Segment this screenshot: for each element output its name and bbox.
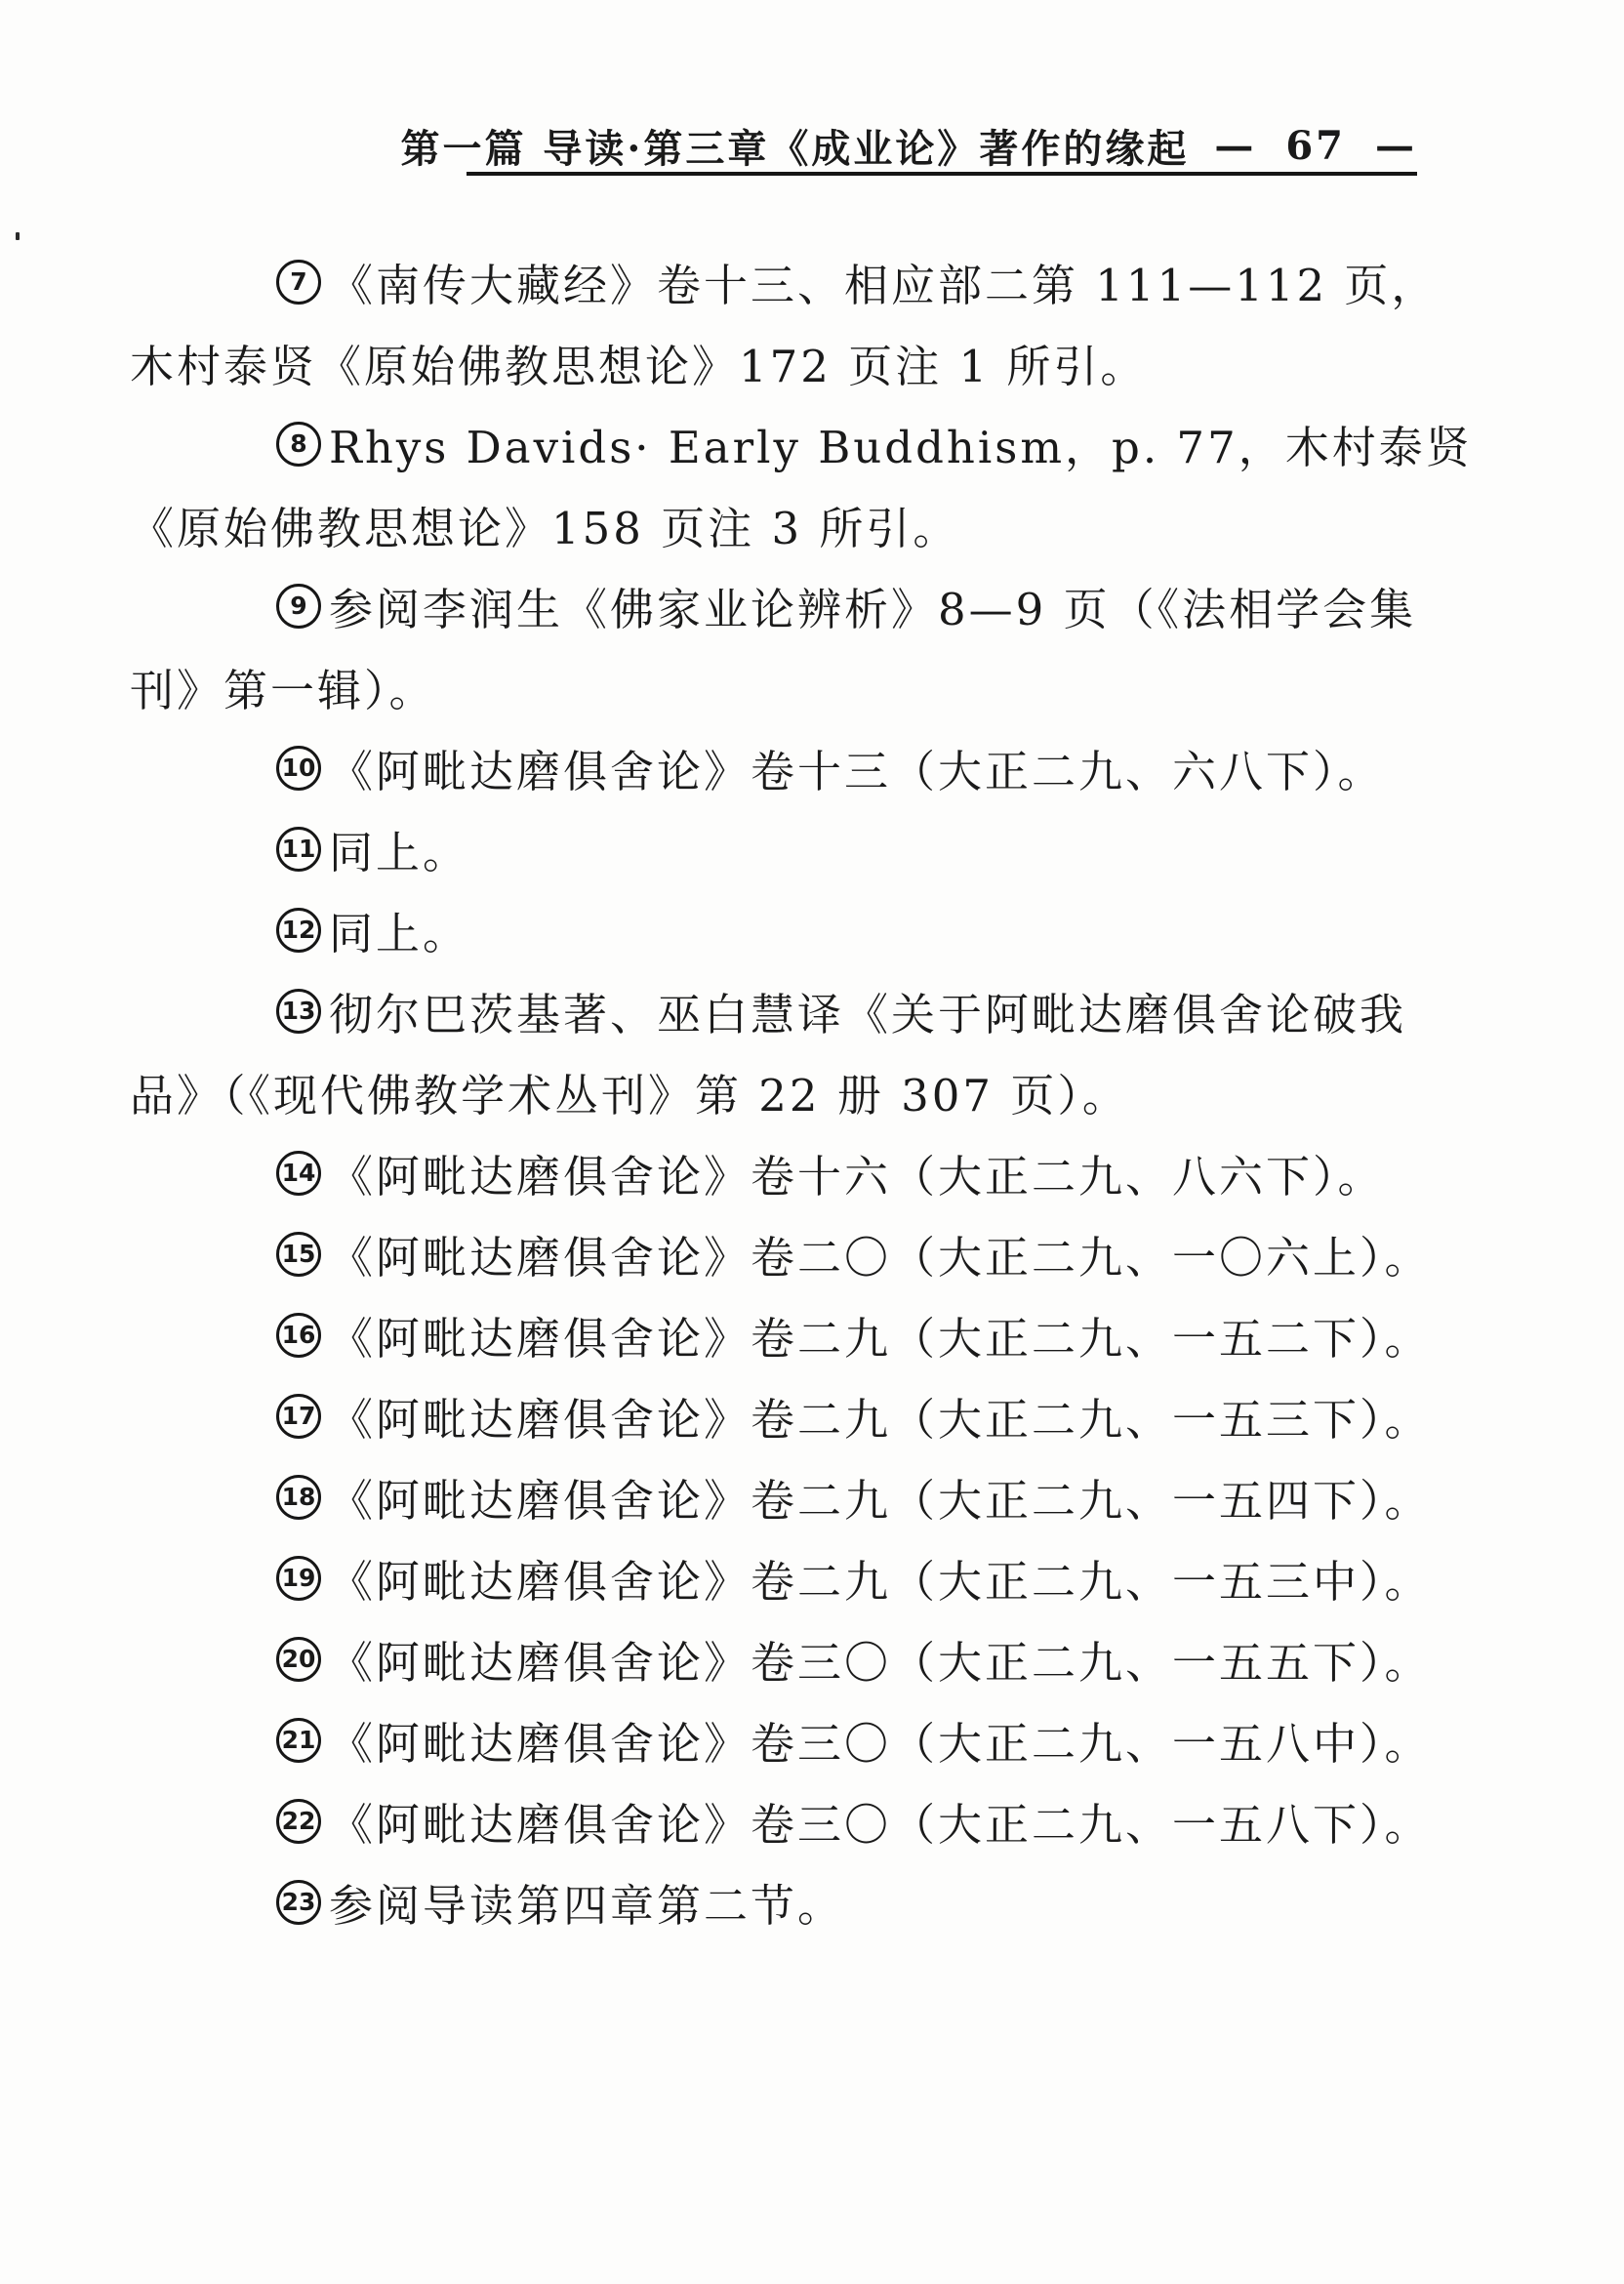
note-line-start (130, 1213, 1438, 1294)
note-number-badge: 17 (276, 1394, 321, 1439)
note-text: 同上。 (329, 827, 470, 878)
note-text: 《阿毗达磨俱舍论》卷二九（大正二九、一五三中）。 (329, 1556, 1432, 1608)
scan-speck (16, 232, 20, 240)
note-number-badge: 16 (276, 1313, 321, 1358)
note-text: 《阿毗达磨俱舍论》卷二九（大正二九、一五三下）。 (329, 1394, 1432, 1446)
note-line-start (130, 241, 1438, 322)
note-number-badge: 13 (276, 989, 321, 1034)
note-text: 刊》第一辑）。 (130, 665, 436, 716)
note-line-start (130, 403, 1473, 484)
note-text: 品》（《现代佛教学术丛刊》第 22 册 307 页）。 (130, 1070, 1129, 1122)
note-line-start (130, 1861, 1438, 1942)
note-text: 《阿毗达磨俱舍论》卷十三（大正二九、六八下）。 (329, 746, 1385, 797)
note-line-continuation (130, 322, 1438, 403)
note-text: 参阅李润生《佛家业论辨析》8—9 页（《法相学会集 (329, 584, 1417, 635)
note-text: 《阿毗达磨俱舍论》卷三〇（大正二九、一五八中）。 (329, 1718, 1432, 1770)
note-line-start (130, 1132, 1438, 1213)
note-line-start (130, 889, 1438, 970)
note-text: 《阿毗达磨俱舍论》卷十六（大正二九、八六下）。 (329, 1151, 1385, 1203)
note-text: 同上。 (329, 908, 470, 959)
note-line-start (130, 1618, 1438, 1699)
note-number-badge: 14 (276, 1151, 321, 1196)
note-text: 《阿毗达磨俱舍论》卷二〇（大正二九、一〇六上）。 (329, 1232, 1432, 1284)
note-line-continuation (130, 646, 1438, 727)
endnotes-list (130, 241, 1473, 1942)
note-line-start (130, 1780, 1438, 1861)
note-line-start (130, 727, 1438, 808)
note-number-badge: 23 (276, 1880, 321, 1925)
note-number-badge: 12 (276, 908, 321, 953)
note-text: 《阿毗达磨俱舍论》卷三〇（大正二九、一五五下）。 (329, 1637, 1432, 1689)
note-number-badge: 18 (276, 1475, 321, 1520)
note-number-badge: 21 (276, 1718, 321, 1763)
note-line-start (130, 1699, 1438, 1780)
page-number-dash-left: — (1214, 122, 1257, 169)
note-text: 参阅导读第四章第二节。 (329, 1880, 845, 1932)
page-number: 67 (1285, 122, 1346, 169)
note-text: 《阿毗达磨俱舍论》卷二九（大正二九、一五四下）。 (329, 1475, 1432, 1527)
note-number-badge: 15 (276, 1232, 321, 1277)
note-text: 彻尔巴茨基著、巫白慧译《关于阿毗达磨俱舍论破我 (329, 989, 1407, 1040)
note-text: 《阿毗达磨俱舍论》卷二九（大正二九、一五二下）。 (329, 1313, 1432, 1365)
header-rule (467, 172, 1417, 176)
note-line-start (130, 1375, 1438, 1456)
note-line-start (130, 1537, 1438, 1618)
note-number-badge: 8 (276, 422, 321, 467)
note-number-badge: 7 (276, 260, 321, 305)
note-line-continuation (130, 484, 1438, 565)
note-text: 《阿毗达磨俱舍论》卷三〇（大正二九、一五八下）。 (329, 1799, 1432, 1851)
note-line-start (130, 565, 1438, 646)
note-text: 木村泰贤《原始佛教思想论》172 页注 1 所引。 (130, 341, 1148, 392)
note-line-start (130, 1456, 1438, 1537)
note-number-badge: 19 (276, 1556, 321, 1601)
note-text: 《原始佛教思想论》158 页注 3 所引。 (130, 503, 960, 554)
note-line-start (130, 808, 1438, 889)
note-line-continuation (130, 1051, 1438, 1132)
note-number-badge: 9 (276, 584, 321, 629)
note-text: 《南传大藏经》卷十三、相应部二第 111—112 页， (329, 260, 1439, 311)
note-line-start (130, 1294, 1438, 1375)
note-number-badge: 10 (276, 746, 321, 791)
note-line-start (130, 970, 1438, 1051)
running-header-title: 第一篇 导读·第三章《成业论》著作的缘起 (400, 125, 1190, 172)
note-number-badge: 11 (276, 827, 321, 872)
note-number-badge: 20 (276, 1637, 321, 1682)
running-header (400, 121, 1417, 172)
note-text: Rhys Davids· Early Buddhism，p. 77，木村泰贤 (329, 422, 1473, 473)
note-number-badge: 22 (276, 1799, 321, 1844)
page-number-dash-right: — (1375, 122, 1417, 169)
